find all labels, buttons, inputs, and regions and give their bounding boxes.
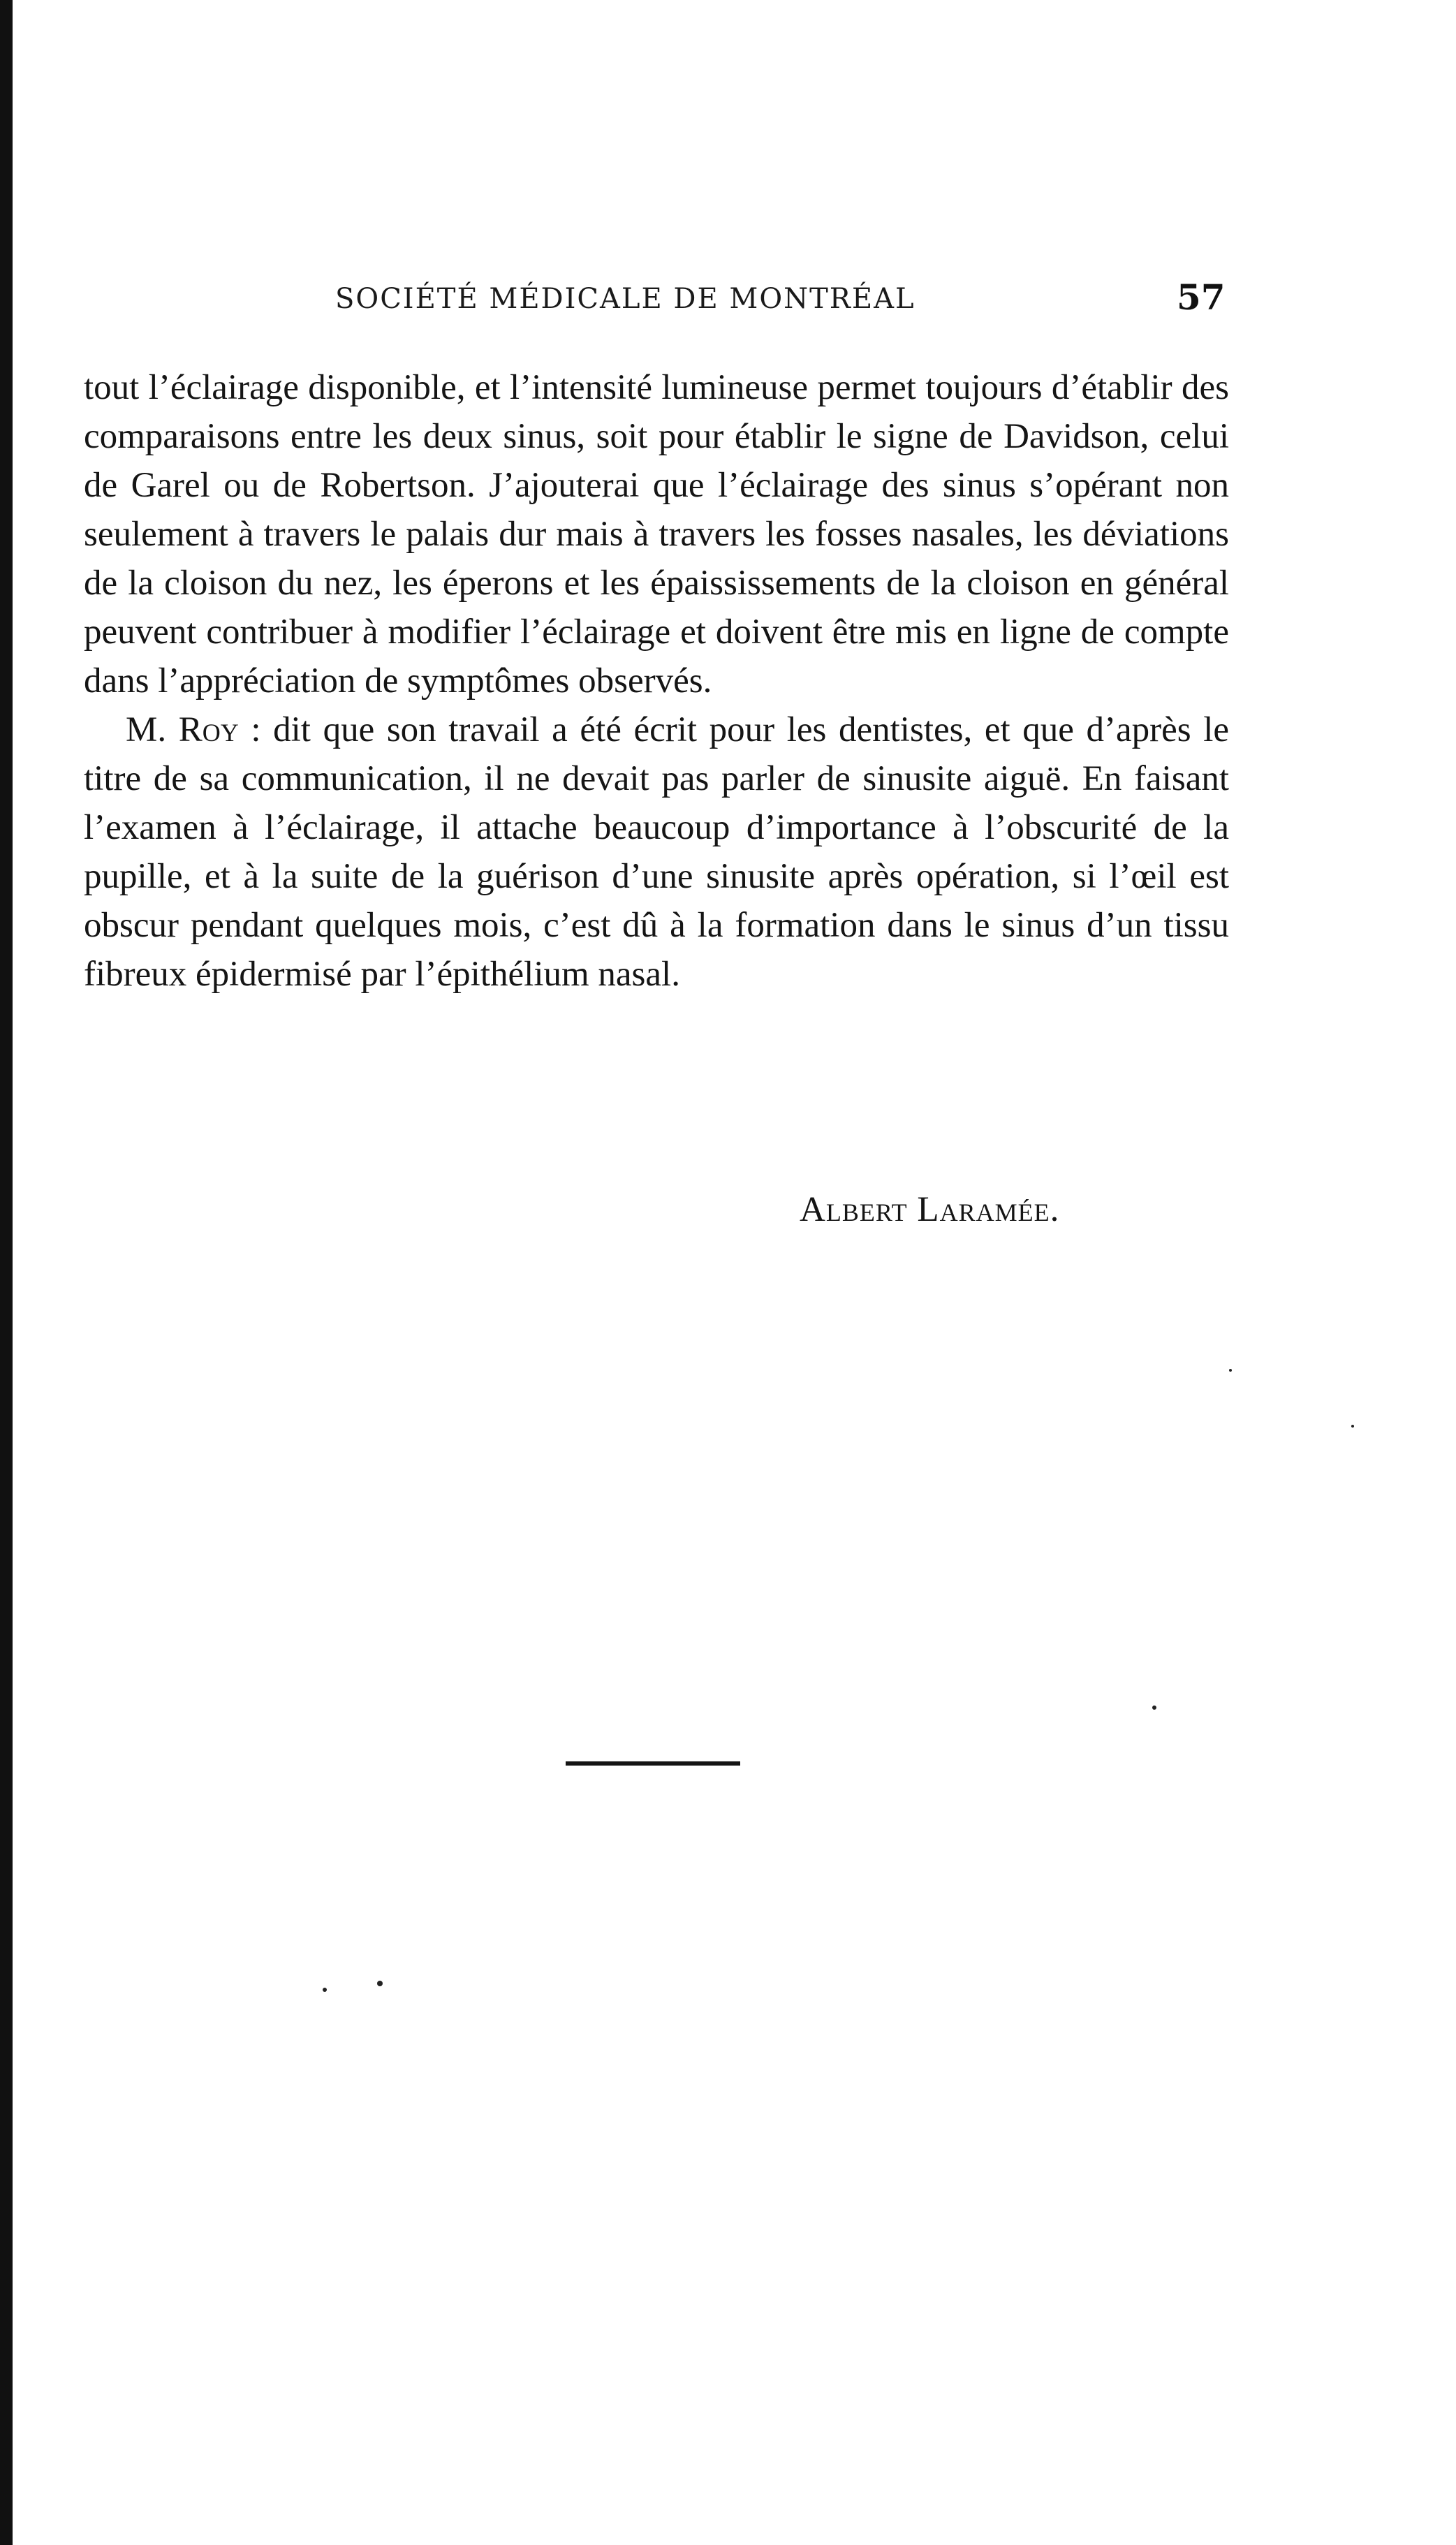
scan-binding-edge xyxy=(0,0,13,2545)
body-text xyxy=(84,363,1229,999)
scan-speck xyxy=(1152,1706,1156,1710)
scan-speck xyxy=(323,1988,327,1992)
paragraph-first: tout l’éclairage disponible, et l’intensité lumineuse permet toujours d’établir des comparaisons entre les deux sinus, soit pour établir le signe de Davidson, celui de Garel ou de Robertson. J’ajouterai que l’éclairage des sinus s’opérant non seulement à travers le palais dur mais à travers les fosses nasales, les déviations de la cloison du nez, les éperons et les épaississements de la cloison en général peuvent contribuer à modifier l’éclairage et doivent être mis en ligne de compte dans l’appréciation de symptômes observés. xyxy=(84,368,1229,701)
end-rule xyxy=(566,1761,740,1766)
paragraph-second xyxy=(84,705,1229,999)
paragraph-second-text: : dit que son travail a été écrit pour les dentistes, et que d’après le titre de sa communication, il ne devait pas parler de sinusite aiguë. En faisant l’examen à l’éclairage, il attache beaucoup d’importance à l’obscurité de la pupille, et à la suite de la guérison d’une sinusite après opération, si l’œil est obscur pendant quelques mois, c’est dû à la formation dans le sinus d’un tissu fibreux épidermisé par l’épithélium nasal. xyxy=(84,710,1229,994)
speaker-prefix: M. xyxy=(126,710,179,749)
running-title: SOCIÉTÉ MÉDICALE DE MONTRÉAL xyxy=(335,283,915,315)
scan-speck xyxy=(1351,1425,1354,1428)
scan-speck xyxy=(377,1981,383,1986)
page-number: 57 xyxy=(1177,277,1226,318)
speaker-name: Roy xyxy=(178,710,239,749)
scan-speck xyxy=(1229,1369,1232,1372)
author-signature: Albert Laramée. xyxy=(800,1190,1060,1229)
